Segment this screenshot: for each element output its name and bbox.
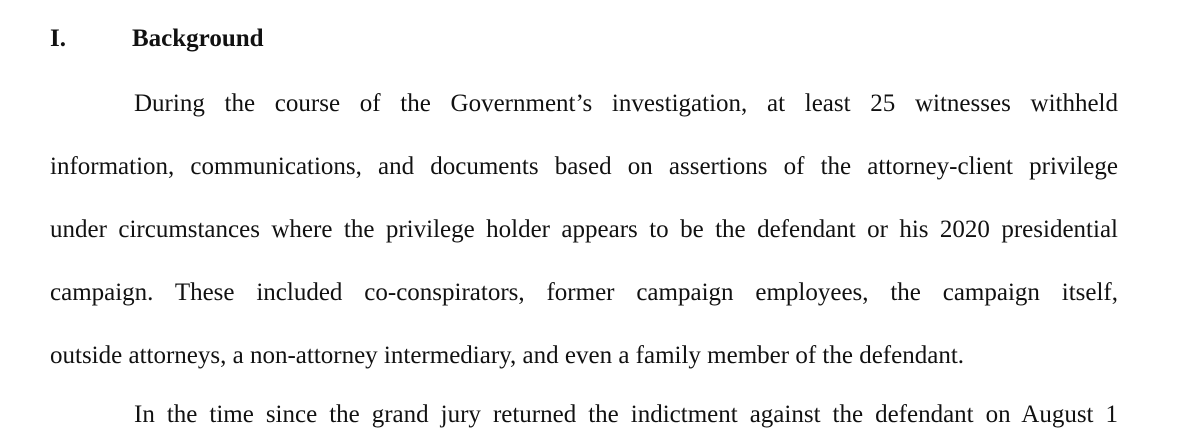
- section-number: I.: [50, 25, 66, 52]
- section-heading: [50, 22, 264, 56]
- paragraph-line-5: outside attorneys, a non-attorney intermediary, and even a family member of the defendant.: [50, 342, 965, 369]
- paragraph-line-4: campaign. These included co-conspirators, former campaign employees, the campaign itself,: [50, 279, 1118, 306]
- section-title: Background: [132, 25, 264, 52]
- next-paragraph-partial-line: In the time since the grand jury returned the indictment against the defendant on August 1: [134, 401, 1118, 428]
- paragraph-line-3: under circumstances where the privilege holder appears to be the defendant or his 2020 presidential: [50, 216, 1118, 243]
- paragraph-line-1: During the course of the Government’s investigation, at least 25 witnesses withheld: [134, 90, 1118, 117]
- paragraph-line-2: information, communications, and documents based on assertions of the attorney-client privilege: [50, 153, 1118, 180]
